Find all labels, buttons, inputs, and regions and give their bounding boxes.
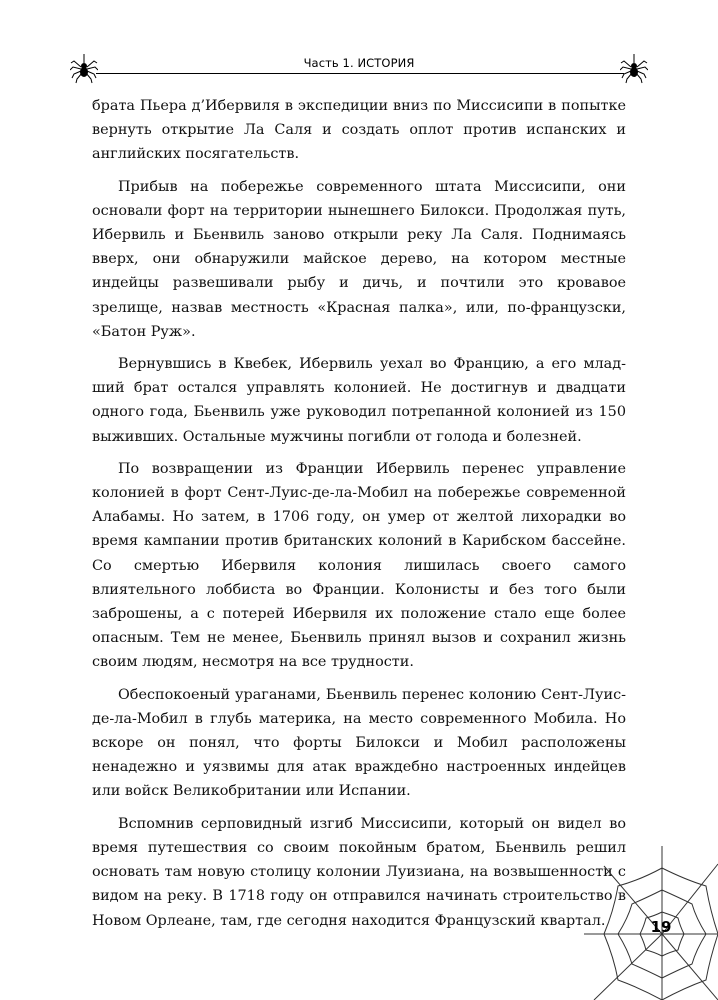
chapter-title: Часть 1. ИСТОРИЯ [303,56,415,70]
paragraph: Обеспокоеный ураганами, Бьенвиль перенес колонию Сент-Луис-де-ла-Мобил в глубь материка, на место современного Мобила. Но вскоре он понял, что форты Билокси и Мобил расположены ненадежно и уязвимы для атак враждебно настроенных индейцев или войск Великобритании или Испании. [92,686,626,800]
body-text [92,94,626,941]
paragraph: Вспомнив серповидный изгиб Миссисипи, который он видел во время путешествия со своим покойным братом, Бьенвиль решил основать там новую столицу колонии Луизиана, на возвышенности с видом на реку. В 1718 году он отправился начинать строительство в Новом Орлеане, там, где сегодня находится Французский квартал. [92,815,626,929]
paragraph: Прибыв на побережье современного штата Миссисипи, они основали форт на территории нынешнего Билокси. Продолжая путь, Ибервиль и Бьенвиль заново открыли реку Ла Саля. Поднимаясь вверх, они обнаружили майское дерево, на котором местные индейцы развешивали рыбу и дичь, и почтили это кровавое зрелище, назвав местность «Красная палка», или, по-французски, «Батон Руж». [92,178,626,340]
page-number: 19 [650,918,672,936]
paragraph: Вернувшись в Квебек, Ибервиль уехал во Францию, а его младший брат остался управлять колонией. Не достигнув и двадцати одного года, Бьенвиль уже руководил потрепанной колонией из 150 выживших. Остальные мужчины погибли от голода и болезней. [92,356,626,445]
header-rule [96,73,624,74]
running-header [0,44,718,84]
paragraph: брата Пьера д’Ибервиля в экспедиции вниз по Миссисипи в попытке вернуть открытие Ла Саля и создать оплот против испанских и английских посягательств. [92,98,626,163]
paragraph: По возвращении из Франции Ибервиль перенес управление колонией в форт Сент-Луис-де-ла-Мобил на побережье современной Алабамы. Но затем, в 1706 году, он умер от желтой лихорадки во время кампании против британских колоний в Карибском бассейне. Со смертью Ибервиля колония лишилась своего самого влиятельного лоббиста во Франции. Колонисты и без того были заброшены, а с потерей Ибервиля их положение стало еще более опасным. Тем не менее, Бьенвиль принял вызов и сохранил жизнь своим людям, несмотря на все трудности. [92,460,626,671]
spider-icon [620,54,648,84]
